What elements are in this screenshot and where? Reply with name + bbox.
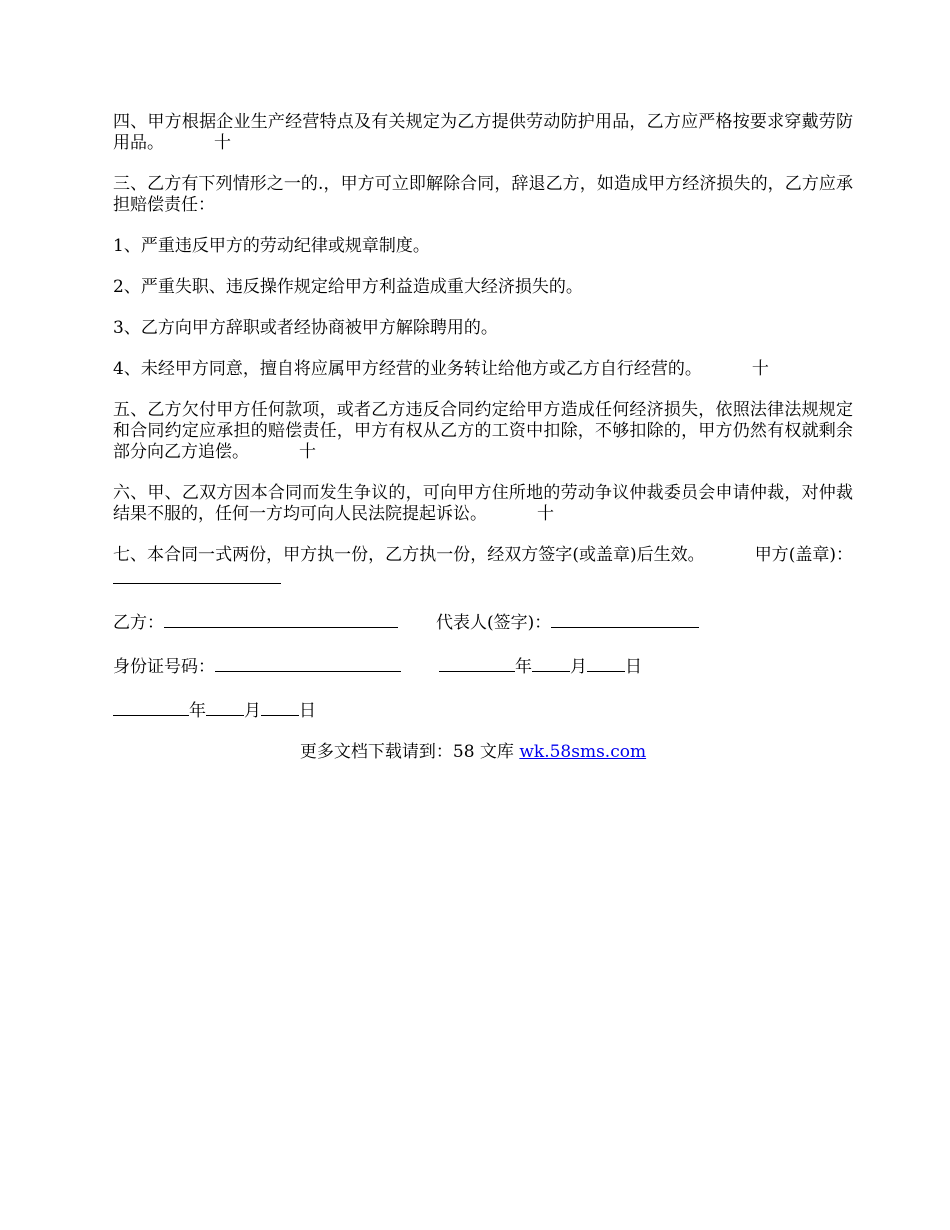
party-a-label: 甲方: [754, 545, 789, 565]
footer-link[interactable]: wk.58sms.com: [519, 742, 647, 762]
day-blank[interactable]: [587, 654, 625, 672]
item-2: [113, 277, 853, 298]
paragraph-text: 七、本合同一式两份，甲方执一份，乙方执一份，经双方签字(或盖章)后生效。: [113, 545, 705, 565]
year-blank[interactable]: [439, 654, 515, 672]
clause-7-effective: [113, 545, 853, 590]
clause-5-deduction: [113, 400, 853, 463]
clause-3-termination: [113, 174, 853, 216]
clause-6-dispute: [113, 483, 853, 525]
cross-mark: 十: [751, 359, 769, 379]
party-b-blank[interactable]: [164, 610, 398, 628]
paragraph-text: 1、严重违反甲方的劳动纪律或规章制度。: [113, 236, 430, 256]
paragraph-text: 四、甲方根据企业生产经营特点及有关规定为乙方提供劳动防护用品，乙方应严格按要求穿戴劳防用品。: [113, 112, 853, 153]
paragraph-text: 五、乙方欠付甲方任何款项，或者乙方违反合同约定给甲方造成任何经济损失，依照法律法规规定和合同约定应承担的赔偿责任，甲方有权从乙方的工资中扣除，不够扣除的，甲方仍然有权就剩余部分向乙方追偿。: [113, 400, 853, 462]
id-label: 身份证号码：: [113, 657, 215, 677]
day-label: 日: [625, 657, 642, 677]
month-label: 月: [570, 657, 587, 677]
item-1: [113, 236, 853, 257]
seal-label: (盖章)：: [788, 545, 853, 565]
month-label: 月: [244, 701, 261, 721]
month-blank[interactable]: [206, 698, 244, 716]
cross-mark: 十: [299, 442, 316, 462]
day-label: 日: [299, 701, 316, 721]
year-label: 年: [189, 701, 206, 721]
year-blank[interactable]: [113, 698, 189, 716]
item-3: [113, 318, 853, 339]
cross-mark: 十: [214, 133, 231, 153]
party-b-row: [113, 610, 853, 634]
cross-mark: 十: [537, 504, 554, 524]
representative-blank[interactable]: [551, 610, 699, 628]
id-row: [113, 654, 853, 678]
footer-text: 更多文档下载请到：58 文库: [299, 742, 520, 762]
paragraph-text: 4、未经甲方同意，擅自将应属甲方经营的业务转让给他方或乙方自行经营的。: [113, 359, 702, 379]
item-4: [113, 359, 853, 380]
party-a-seal-blank[interactable]: [113, 566, 281, 584]
paragraph-text: 3、乙方向甲方辞职或者经协商被甲方解除聘用的。: [113, 318, 498, 338]
party-b-label: 乙方：: [113, 613, 164, 633]
day-blank[interactable]: [261, 698, 299, 716]
id-number-blank[interactable]: [215, 654, 401, 672]
representative-label: 代表人(签字)：: [436, 613, 552, 633]
year-label: 年: [515, 657, 532, 677]
clause-4-protective-equipment: [113, 112, 853, 154]
paragraph-text: 2、严重失职、违反操作规定给甲方利益造成重大经济损失的。: [113, 277, 583, 297]
footer: [113, 742, 833, 763]
paragraph-text: 六、甲、乙双方因本合同而发生争议的，可向甲方住所地的劳动争议仲裁委员会申请仲裁，对仲裁结果不服的，任何一方均可向人民法院提起诉讼。: [113, 483, 853, 524]
date-row: [113, 698, 853, 722]
document-page: [113, 112, 853, 763]
month-blank[interactable]: [532, 654, 570, 672]
paragraph-text: 三、乙方有下列情形之一的.，甲方可立即解除合同，辞退乙方，如造成甲方经济损失的，乙方应承担赔偿责任：: [113, 174, 853, 215]
